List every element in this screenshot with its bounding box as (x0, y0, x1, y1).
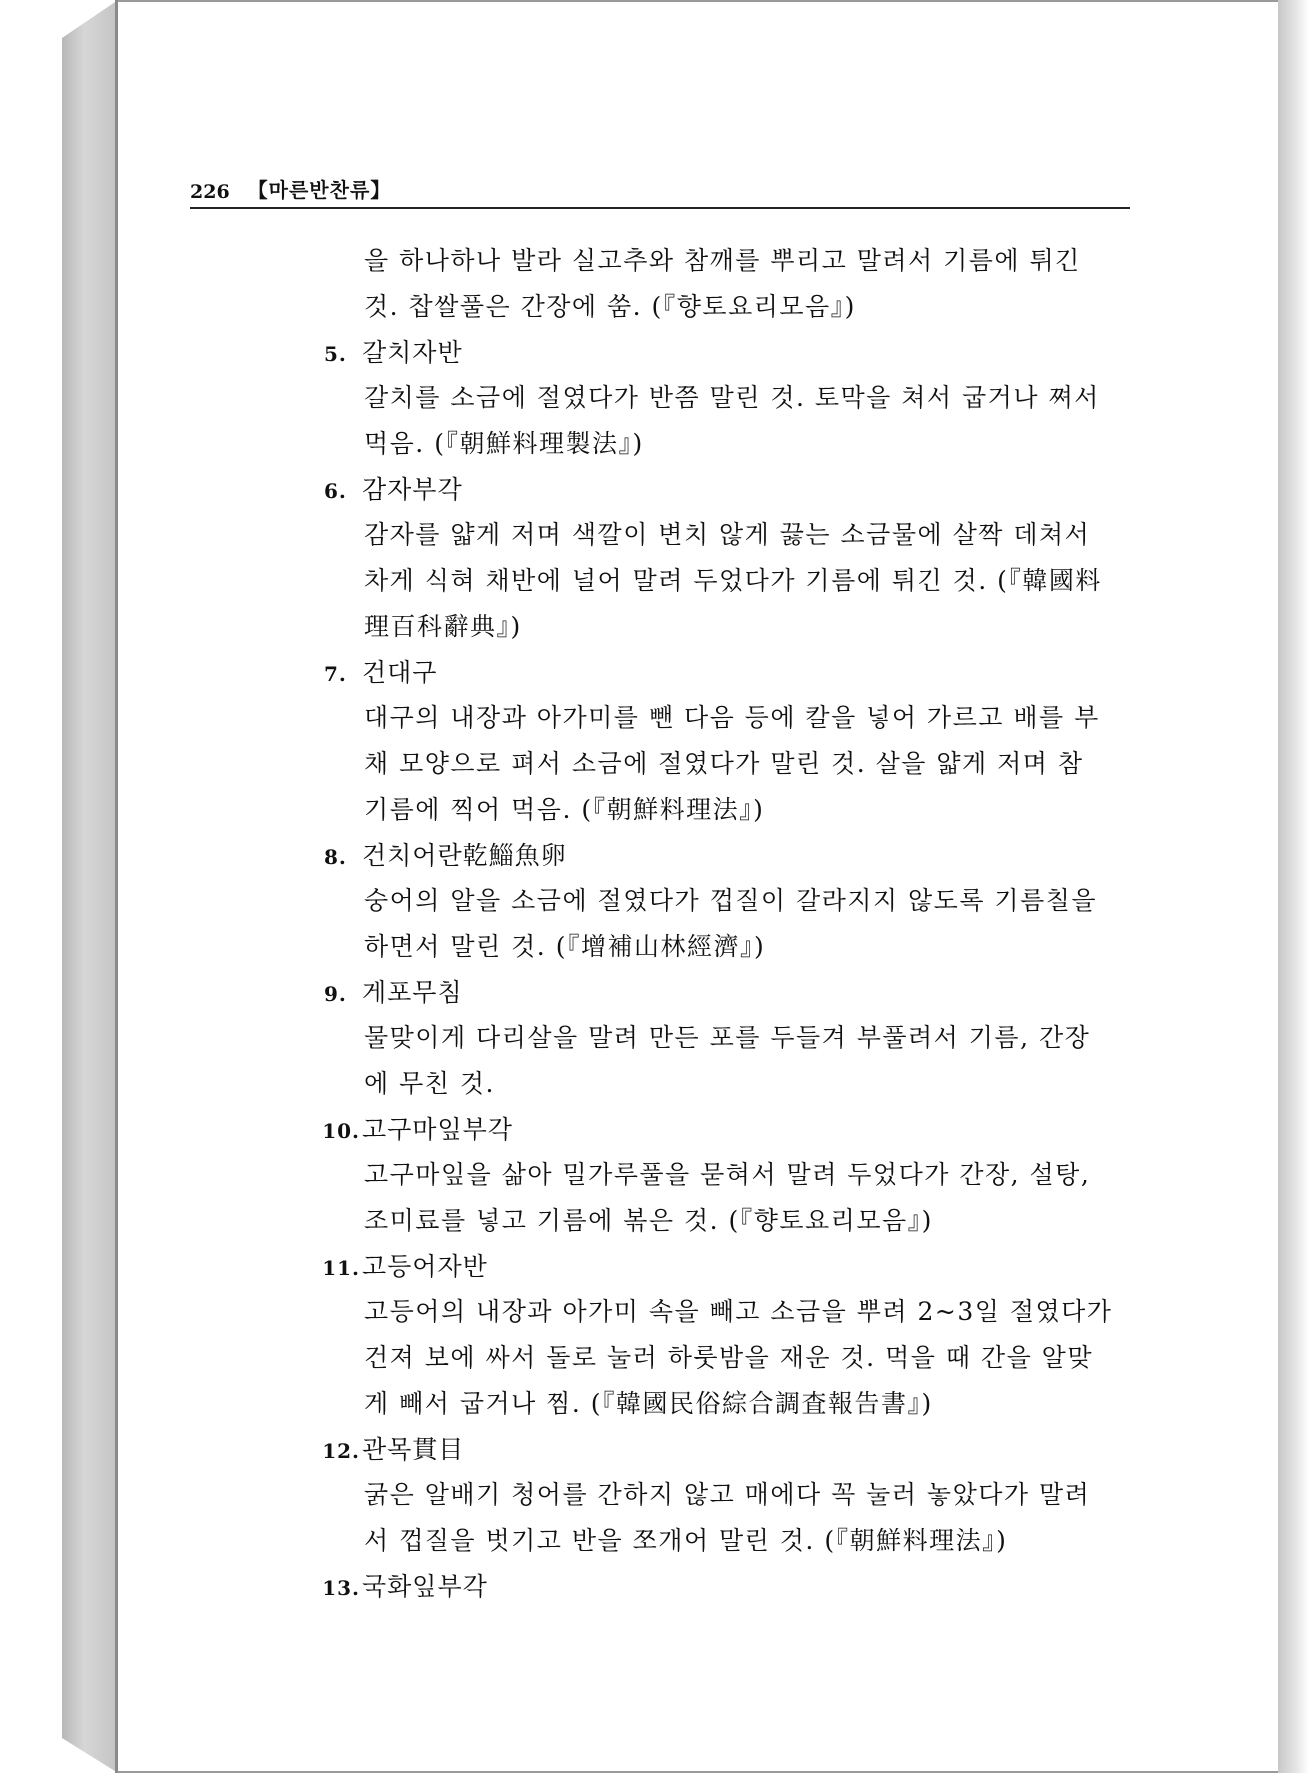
entry-heading (190, 1427, 1140, 1472)
entry-text-line: 고등어의 내장과 아가미 속을 빼고 소금을 뿌려 2~3일 절였다가 (364, 1297, 1113, 1326)
entry-text-line: 하면서 말린 것. (『增補山林經濟』) (364, 932, 766, 961)
running-header (190, 177, 1130, 209)
entry (190, 330, 1140, 467)
entry-heading (190, 467, 1140, 512)
entry-heading (190, 1564, 1140, 1609)
entry-number: 6. (324, 479, 347, 503)
page-number: 226 (190, 181, 230, 203)
page-shadow (1278, 0, 1309, 1773)
entry-text-line: 채 모양으로 펴서 소금에 절였다가 말린 것. 살을 얇게 저며 참 (364, 749, 1084, 778)
entry-number: 5. (324, 342, 347, 366)
entry-heading (190, 330, 1140, 375)
entry (190, 833, 1140, 970)
entry-term: 관목貫目 (362, 1435, 465, 1464)
entry-text-line: 서 껍질을 벗기고 반을 쪼개어 말린 것. (『朝鮮料理法』) (364, 1526, 1008, 1555)
entry-number: 7. (324, 662, 347, 686)
entry (190, 1107, 1140, 1244)
entry-text-line: 理百科辭典』) (364, 612, 522, 641)
entry-text-line: 차게 식혀 채반에 널어 말려 두었다가 기름에 튀긴 것. (『韓國料 (364, 566, 1102, 595)
entry (190, 1564, 1140, 1609)
entry-term: 고구마잎부각 (362, 1115, 513, 1144)
entry-text-line: 고구마잎을 삶아 밀가루풀을 묻혀서 말려 두었다가 간장, 설탕, (364, 1160, 1091, 1189)
entry-term: 건대구 (362, 658, 438, 687)
entry-term: 감자부각 (362, 475, 463, 504)
entry-term: 갈치자반 (362, 338, 463, 367)
entry-term: 게포무침 (362, 978, 463, 1007)
entry-number: 11. (322, 1256, 360, 1280)
entry-heading (190, 1244, 1140, 1289)
entry-text-line: 갈치를 소금에 절였다가 반쯤 말린 것. 토막을 쳐서 굽거나 쪄서 (364, 383, 1100, 412)
entry (190, 1244, 1140, 1427)
entry-number: 9. (324, 982, 347, 1006)
page-body (190, 238, 1140, 1609)
entry (190, 650, 1140, 833)
entry-text-line: 물맞이게 다리살을 말려 만든 포를 두들겨 부풀려서 기름, 간장 (364, 1023, 1091, 1052)
entry-number: 8. (324, 845, 347, 869)
continuation-line: 을 하나하나 발라 실고추와 참깨를 뿌리고 말려서 기름에 튀긴 (364, 246, 1081, 275)
entry (190, 467, 1140, 650)
entry-number: 13. (322, 1576, 360, 1600)
running-title: 【마른반찬류】 (247, 178, 392, 202)
entry-number: 10. (322, 1119, 360, 1143)
book-spine (62, 0, 118, 1773)
entry (190, 970, 1140, 1107)
entry-heading (190, 1107, 1140, 1152)
entry-text-line: 기름에 찍어 먹음. (『朝鮮料理法』) (364, 795, 765, 824)
entry-term: 건치어란乾鯔魚卵 (362, 841, 567, 870)
entry-text-line: 게 빼서 굽거나 찜. (『韓國民俗綜合調査報告書』) (364, 1389, 933, 1418)
entry-text-line: 대구의 내장과 아가미를 뺀 다음 등에 칼을 넣어 가르고 배를 부 (364, 703, 1100, 732)
entry-heading (190, 970, 1140, 1015)
entry-text-line: 건져 보에 싸서 돌로 눌러 하룻밤을 재운 것. 먹을 때 간을 알맞 (364, 1343, 1093, 1372)
entry-text-line: 숭어의 알을 소금에 절였다가 껍질이 갈라지지 않도록 기름칠을 (364, 886, 1098, 915)
entry-text-line: 조미료를 넣고 기름에 볶은 것. (『향토요리모음』) (364, 1206, 933, 1235)
entry-text-line: 에 무친 것. (364, 1069, 495, 1098)
entry-heading (190, 650, 1140, 695)
entry-term: 고등어자반 (362, 1252, 488, 1281)
entry-text-line: 먹음. (『朝鮮料理製法』) (364, 429, 644, 458)
entry-text-line: 굵은 알배기 청어를 간하지 않고 매에다 꼭 눌러 놓았다가 말려 (364, 1480, 1091, 1509)
entry (190, 1427, 1140, 1564)
continuation-line: 것. 찹쌀풀은 간장에 쑴. (『향토요리모음』) (364, 292, 856, 321)
entry-number: 12. (322, 1439, 360, 1463)
entry-heading (190, 833, 1140, 878)
entry-term: 국화잎부각 (362, 1572, 488, 1601)
entry-text-line: 감자를 얇게 저며 색깔이 변치 않게 끓는 소금물에 살짝 데쳐서 (364, 520, 1091, 549)
